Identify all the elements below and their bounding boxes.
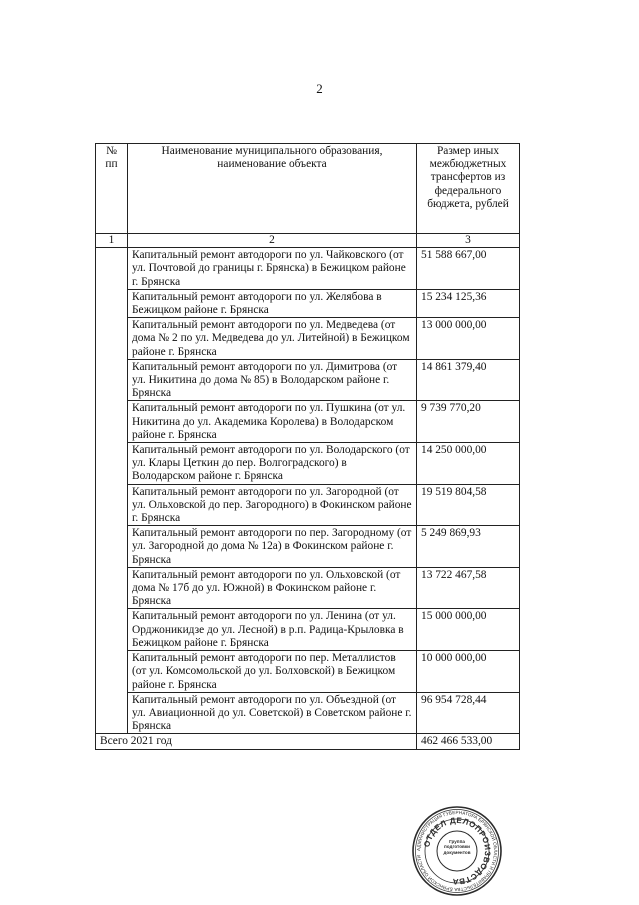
column-index: 1 xyxy=(96,234,128,248)
stamp-center-text: Группа подготовки документов xyxy=(443,839,471,855)
table-row xyxy=(96,318,520,360)
object-amount: 51 588 667,00 xyxy=(417,248,520,290)
object-amount: 9 739 770,20 xyxy=(417,401,520,443)
object-name: Капитальный ремонт автодороги по ул. Загородной (от ул. Ольховской до пер. Загородного) в Фокинском районе г. Брянска xyxy=(128,484,417,526)
table-row xyxy=(96,651,520,693)
table-row xyxy=(96,609,520,651)
page-number: 2 xyxy=(316,81,323,96)
object-amount: 19 519 804,58 xyxy=(417,484,520,526)
total-row xyxy=(96,734,520,749)
table-row xyxy=(96,484,520,526)
stamp-ring-text: АДМИНИСТРАЦИЯ ГУБЕРНАТОРА БРЯНСКОЙ ОБЛАСТИ И ПРАВИТЕЛЬСТВА БРЯНСКОЙ ОБЛАСТИ xyxy=(415,809,499,893)
object-name: Капитальный ремонт автодороги по ул. Объездной (от ул. Авиационной до ул. Советской) в Советском районе г. Брянска xyxy=(128,692,417,734)
object-amount: 14 250 000,00 xyxy=(417,443,520,485)
column-index-row xyxy=(96,234,520,248)
transfers-table xyxy=(95,143,520,750)
object-name: Капитальный ремонт автодороги по ул. Ольховской (от дома № 17б до ул. Южной) в Фокинском районе г. Брянска xyxy=(128,567,417,609)
header-amount: Размер иных межбюджетных трансфертов из федерального бюджета, рублей xyxy=(417,144,520,234)
header-name: Наименование муниципального образования, наименование объекта xyxy=(128,144,417,234)
stamp-department-text: ОТДЕЛ ДЕЛОПРОИЗВОДСТВА xyxy=(422,815,493,887)
object-name: Капитальный ремонт автодороги по ул. Медведева (от дома № 2 по ул. Медведева до ул. Литейной) в Бежицком районе г. Брянска xyxy=(128,318,417,360)
header-number: № пп xyxy=(96,144,128,234)
object-name: Капитальный ремонт автодороги по ул. Пушкина (от ул. Никитина до ул. Академика Королева) в Володарском районе г. Брянска xyxy=(128,401,417,443)
department-stamp xyxy=(403,805,511,897)
object-name: Капитальный ремонт автодороги по пер. Загородному (от ул. Загородной до дома № 12а) в Фокинском районе г. Брянска xyxy=(128,526,417,568)
object-amount: 96 954 728,44 xyxy=(417,692,520,734)
table-row xyxy=(96,248,520,290)
object-name: Капитальный ремонт автодороги по ул. Чайковского (от ул. Почтовой до границы г. Брянска) в Бежицком районе г. Брянска xyxy=(128,248,417,290)
object-name: Капитальный ремонт автодороги по ул. Желябова в Бежицком районе г. Брянска xyxy=(128,289,417,317)
object-name: Капитальный ремонт автодороги по ул. Ленина (от ул. Орджоникидзе до ул. Лесной) в р.п. Радица-Крыловка в Бежицком районе г. Брянска xyxy=(128,609,417,651)
object-name: Капитальный ремонт автодороги по ул. Димитрова (от ул. Никитина до дома № 85) в Володарском районе г. Брянска xyxy=(128,359,417,401)
object-amount: 5 249 869,93 xyxy=(417,526,520,568)
table-row xyxy=(96,526,520,568)
object-amount: 10 000 000,00 xyxy=(417,651,520,693)
table-row xyxy=(96,359,520,401)
column-index: 3 xyxy=(417,234,520,248)
column-index: 2 xyxy=(128,234,417,248)
object-amount: 13 722 467,58 xyxy=(417,567,520,609)
object-amount: 15 234 125,36 xyxy=(417,289,520,317)
object-amount: 13 000 000,00 xyxy=(417,318,520,360)
table-row xyxy=(96,401,520,443)
table-header-row xyxy=(96,144,520,234)
table-row xyxy=(96,692,520,734)
table-row xyxy=(96,443,520,485)
object-name: Капитальный ремонт автодороги по пер. Металлистов (от ул. Комсомольской до ул. Болховской) в Бежицком районе г. Брянска xyxy=(128,651,417,693)
table-row xyxy=(96,567,520,609)
number-cell-empty xyxy=(96,248,128,734)
object-amount: 15 000 000,00 xyxy=(417,609,520,651)
table-row xyxy=(96,289,520,317)
total-label: Всего 2021 год xyxy=(96,734,417,749)
object-amount: 14 861 379,40 xyxy=(417,359,520,401)
object-name: Капитальный ремонт автодороги по ул. Володарского (от ул. Клары Цеткин до пер. Волгоградского) в Володарском районе г. Брянска xyxy=(128,443,417,485)
total-amount: 462 466 533,00 xyxy=(417,734,520,749)
